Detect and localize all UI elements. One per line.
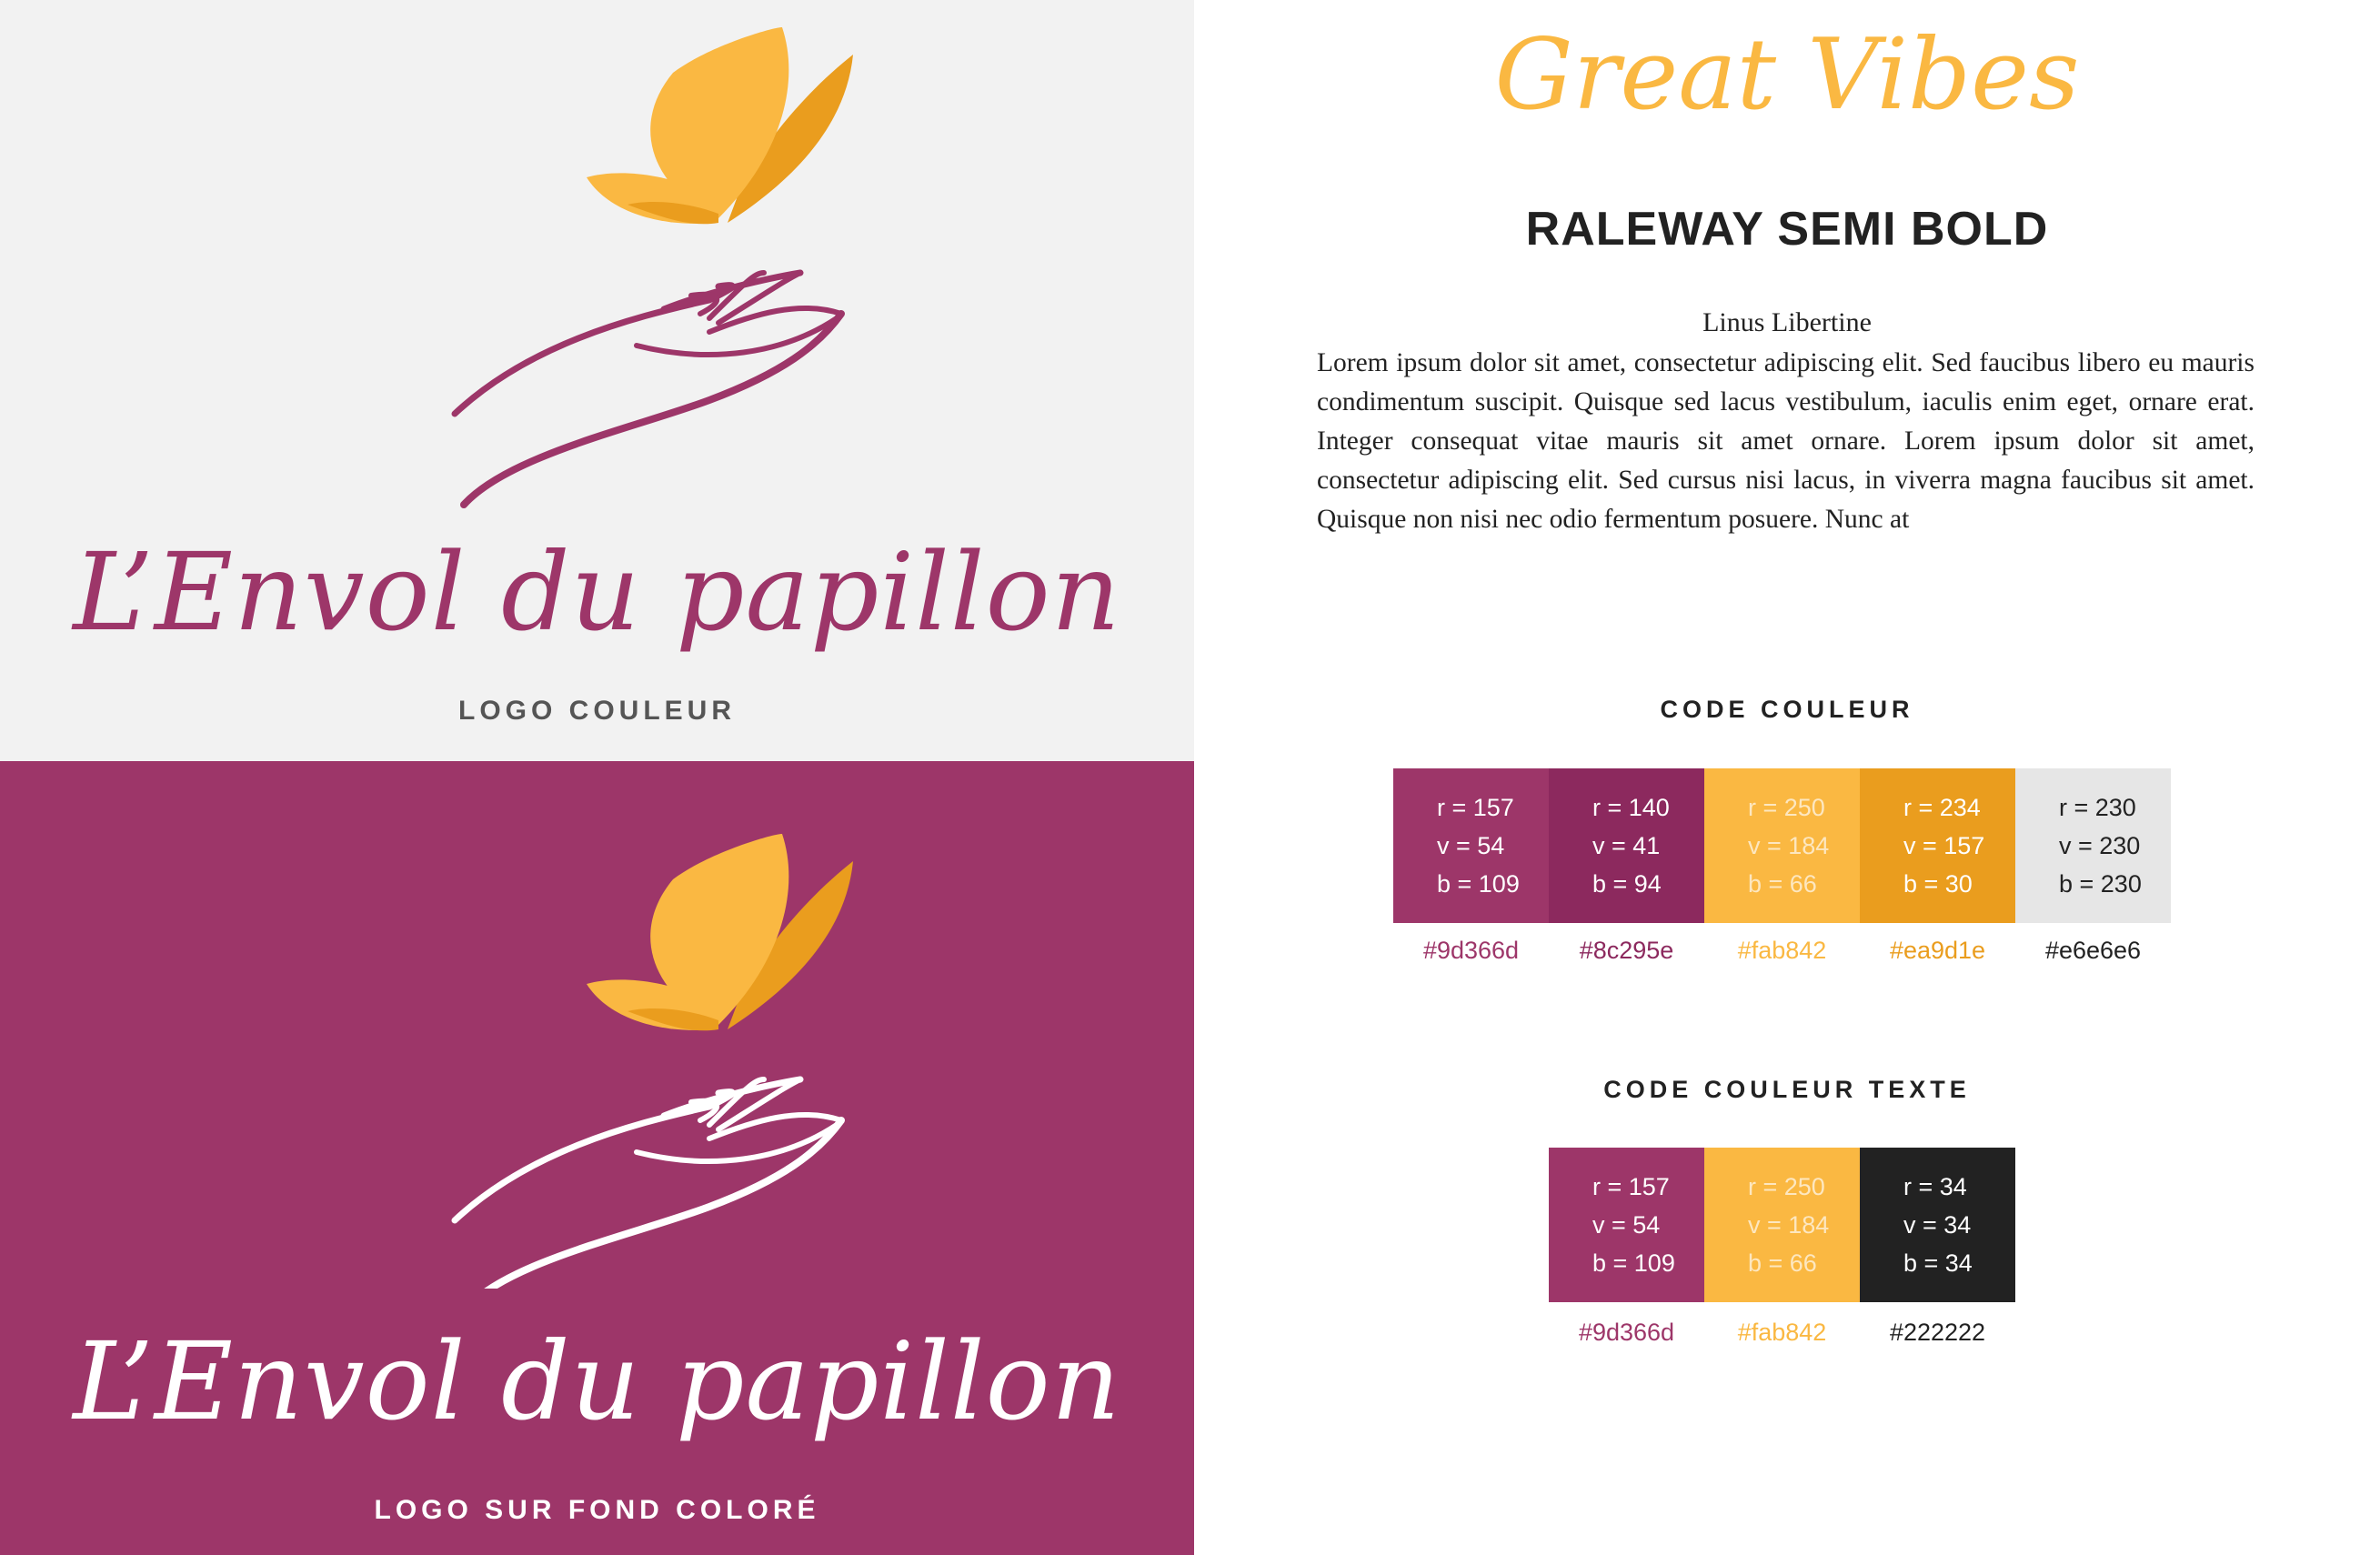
body-font-name: Linus Libertine [1702, 307, 1872, 337]
swatch-r-value: r = 250 [1748, 794, 1825, 821]
code-couleur-title: CODE COULEUR [1660, 696, 1914, 723]
butterfly-icon [587, 834, 853, 1030]
swatch-b-value: b = 230 [2059, 870, 2142, 898]
swatch-r-value: r = 34 [1903, 1173, 1967, 1200]
swatch-b-value: b = 66 [1748, 870, 1817, 898]
code-couleur-texte-title: CODE COULEUR TEXTE [1603, 1076, 1971, 1103]
swatch-b-value: b = 30 [1903, 870, 1973, 898]
logo-caption-color: LOGO COULEUR [458, 696, 736, 726]
text-color-swatches [1549, 1148, 2015, 1302]
swatch-v-value: v = 54 [1437, 832, 1505, 859]
color-hex-codes [1393, 937, 2171, 965]
swatch-b-value: b = 66 [1748, 1249, 1817, 1277]
butterfly-hand-logo-white [0, 761, 1194, 1289]
script-font-sample: Great Vibes [1494, 18, 2080, 132]
swatch-v-value: v = 157 [1903, 832, 1985, 859]
swatch-v-value: v = 184 [1748, 832, 1830, 859]
logo-name-color: L’Envol du papillon [73, 529, 1121, 655]
text-color-hex-codes [1549, 1319, 2015, 1347]
butterfly-hand-logo-color [0, 0, 1194, 527]
hand-icon [455, 273, 841, 505]
swatch-hex-code: #8c295e [1579, 937, 1674, 964]
color-swatch [1860, 768, 2015, 923]
logo-caption-colored: LOGO SUR FOND COLORÉ [374, 1495, 820, 1525]
color-swatch [1704, 768, 1860, 923]
swatch-v-value: v = 54 [1592, 1211, 1661, 1239]
swatch-v-value: v = 230 [2059, 832, 2141, 859]
logo-name-white: L’Envol du papillon [73, 1319, 1121, 1444]
swatch-b-value: b = 94 [1592, 870, 1662, 898]
swatch-r-value: r = 157 [1592, 1173, 1670, 1200]
swatch-r-value: r = 140 [1592, 794, 1670, 821]
swatch-r-value: r = 234 [1903, 794, 1981, 821]
heading-font-sample: RALEWAY SEMI BOLD [1525, 203, 2049, 256]
color-swatch [1860, 1148, 2015, 1302]
brand-guidelines [1194, 0, 2380, 1555]
color-swatches [1393, 768, 2171, 923]
butterfly-icon [587, 27, 853, 224]
swatch-hex-code: #9d366d [1422, 937, 1520, 964]
color-swatch [2015, 768, 2171, 923]
swatch-hex-code: #e6e6e6 [2044, 937, 2142, 964]
color-swatch [1704, 1148, 1860, 1302]
swatch-hex-code: #fab842 [1737, 1319, 1827, 1346]
swatch-b-value: b = 34 [1903, 1249, 1973, 1277]
swatch-hex-code: #9d366d [1578, 1319, 1675, 1346]
swatch-r-value: r = 230 [2059, 794, 2136, 821]
swatch-v-value: v = 184 [1748, 1211, 1830, 1239]
color-swatch [1549, 768, 1704, 923]
swatch-hex-code: #222222 [1889, 1319, 1986, 1346]
swatch-r-value: r = 157 [1437, 794, 1514, 821]
swatch-hex-code: #fab842 [1737, 937, 1827, 964]
swatch-b-value: b = 109 [1592, 1249, 1675, 1277]
swatch-hex-code: #ea9d1e [1889, 937, 1986, 964]
swatch-r-value: r = 250 [1748, 1173, 1825, 1200]
hand-icon [455, 1079, 841, 1289]
swatch-v-value: v = 34 [1903, 1211, 1972, 1239]
color-swatch [1393, 768, 1549, 923]
swatch-b-value: b = 109 [1437, 870, 1520, 898]
body-sample-text: Lorem ipsum dolor sit amet, consectetur adipiscing elit. Sed faucibus libero eu mauris condimentum suscipit. Quisque sed lacus vestibulum, iaculis enim eget, ornare erat. Integer consequat vitae mauris sit amet ornare. Lorem ipsum dolor sit amet, consectetur adipiscing elit. Sed cursus nisi lacus, in viverra magna faucibus sit amet. Quisque non nisi nec odio fermentum posuere. Nunc at [1317, 348, 2254, 534]
swatch-v-value: v = 41 [1592, 832, 1661, 859]
color-swatch [1549, 1148, 1704, 1302]
